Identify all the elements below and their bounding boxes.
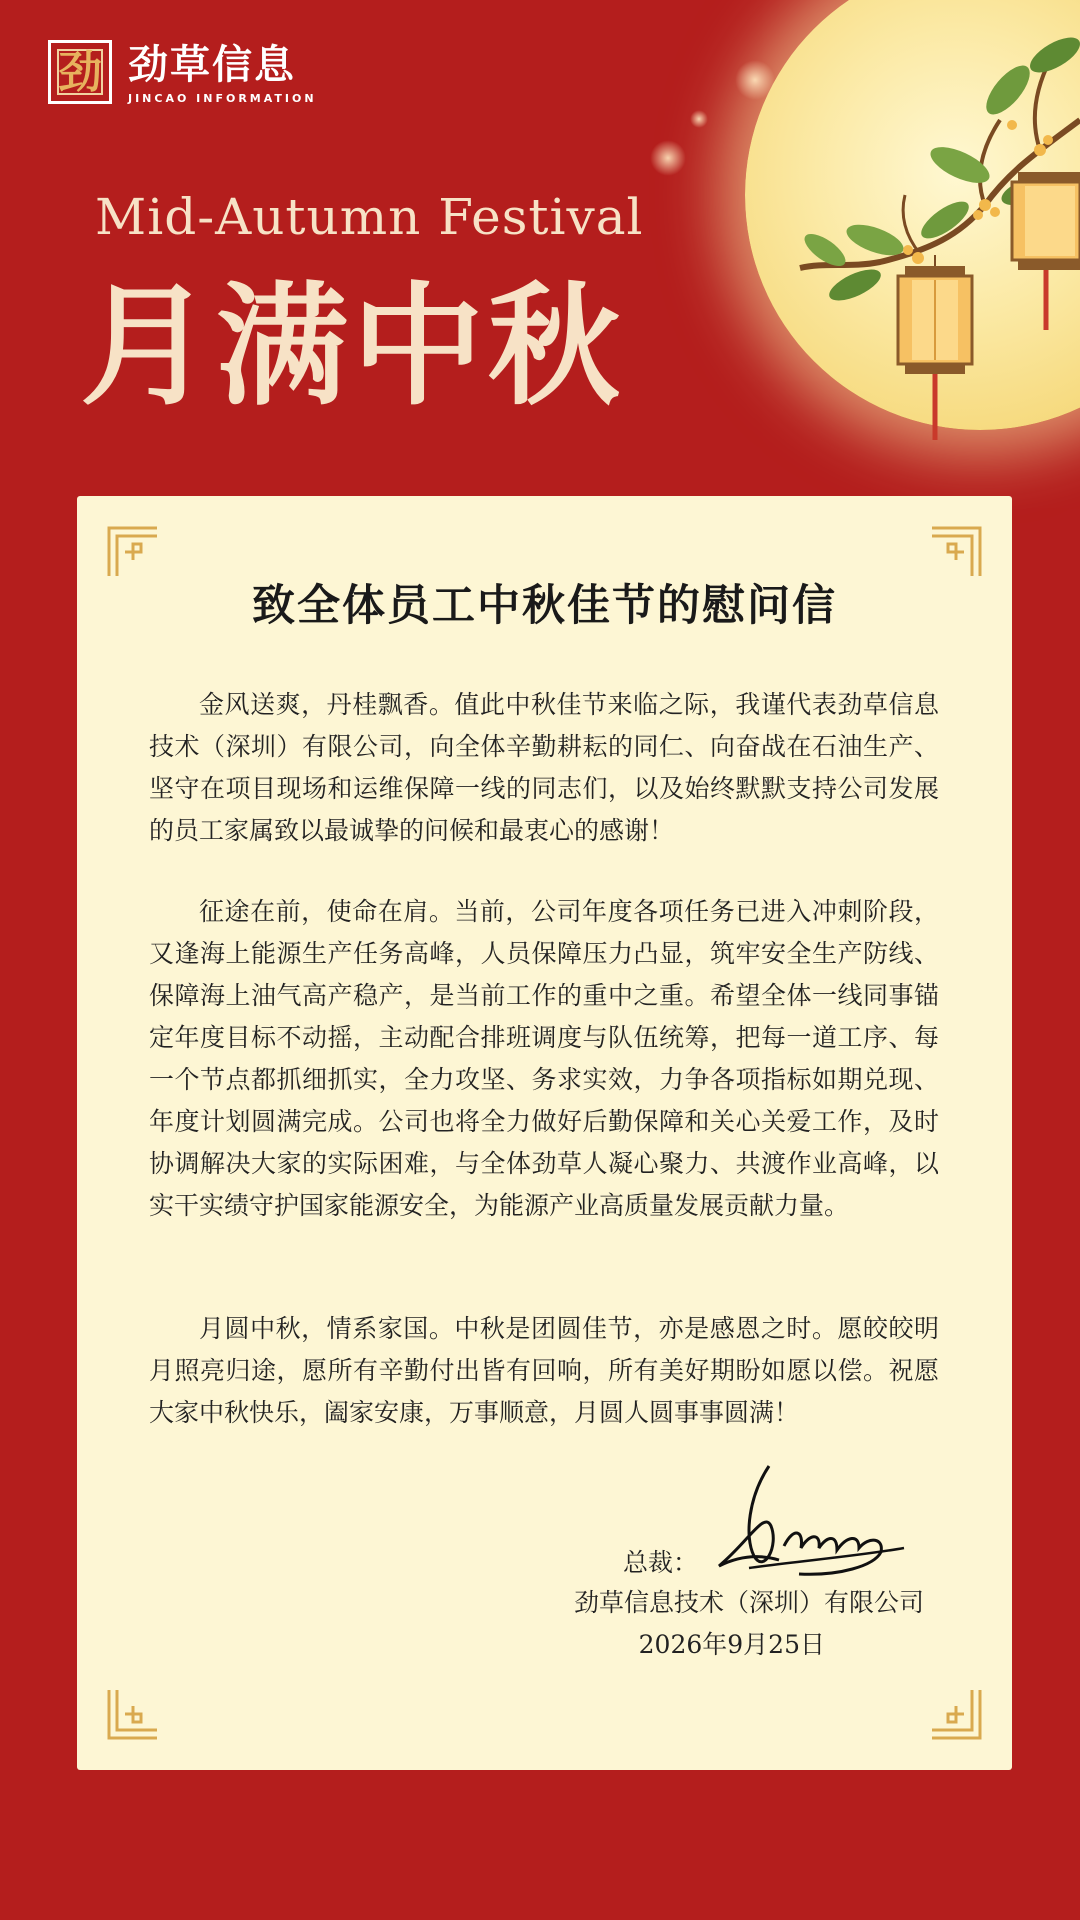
brand-name-cn: 劲草信息: [128, 41, 296, 88]
logo-glyph: 劲: [58, 47, 102, 98]
letter-paragraph: 月圆中秋，情系家国。中秋是团圆佳节，亦是感恩之时。愿皎皎明月照亮归途，愿所有辛勤付出皆有回响，所有美好期盼如愿以偿。祝愿大家中秋快乐，阖家安康，万事顺意，月圆人圆事事圆满！: [149, 1314, 939, 1427]
company-name: 劲草信息技术（深圳）有限公司: [573, 1588, 924, 1617]
letter-card: [77, 496, 1012, 1770]
corner-ornament-icon: [930, 1688, 982, 1740]
corner-ornament-icon: [930, 526, 982, 578]
letter-title: 致全体员工中秋佳节的慰问信: [252, 581, 837, 631]
brand-name-en: JINCAO INFORMATION: [128, 92, 317, 105]
hero-title-en: Mid-Autumn Festival: [95, 188, 644, 246]
corner-ornament-icon: [107, 526, 159, 578]
signature-icon: [709, 1456, 909, 1586]
hero-title-cn: 月满中秋: [80, 269, 624, 424]
osmanthus-branch-icon: [0, 0, 1080, 520]
lantern-icon: [898, 255, 972, 440]
letter-paragraph: 金风送爽，丹桂飘香。值此中秋佳节来临之际，我谨代表劲草信息技术（深圳）有限公司，向全体辛勤耕耘的同仁、向奋战在石油生产、坚守在项目现场和运维保障一线的同志们，以及始终默默支持公司发展的员工家属致以最诚挚的问候和最衷心的感谢！: [149, 690, 939, 845]
corner-ornament-icon: [107, 1688, 159, 1740]
letter-date: 2026年9月25日: [638, 1630, 825, 1659]
letter-paragraph: 征途在前，使命在肩。当前，公司年度各项任务已进入冲刺阶段，又逢海上能源生产任务高峰，人员保障压力凸显，筑牢安全生产防线、保障海上油气高产稳产，是当前工作的重中之重。希望全体一线同事锚定年度目标不动摇，主动配合排班调度与队伍统筹，把每一道工序、每一个节点都抓细抓实，全力攻坚、务求实效，力争各项指标如期兑现、年度计划圆满完成。公司也将全力做好后勤保障和关心关爱工作，及时协调解决大家的实际困难，与全体劲草人凝心聚力、共渡作业高峰，以实干实绩守护国家能源安全，为能源产业高质量发展贡献力量。: [149, 897, 939, 1220]
lantern-icon: [1012, 172, 1080, 330]
signature-label: 总裁：: [623, 1548, 699, 1577]
